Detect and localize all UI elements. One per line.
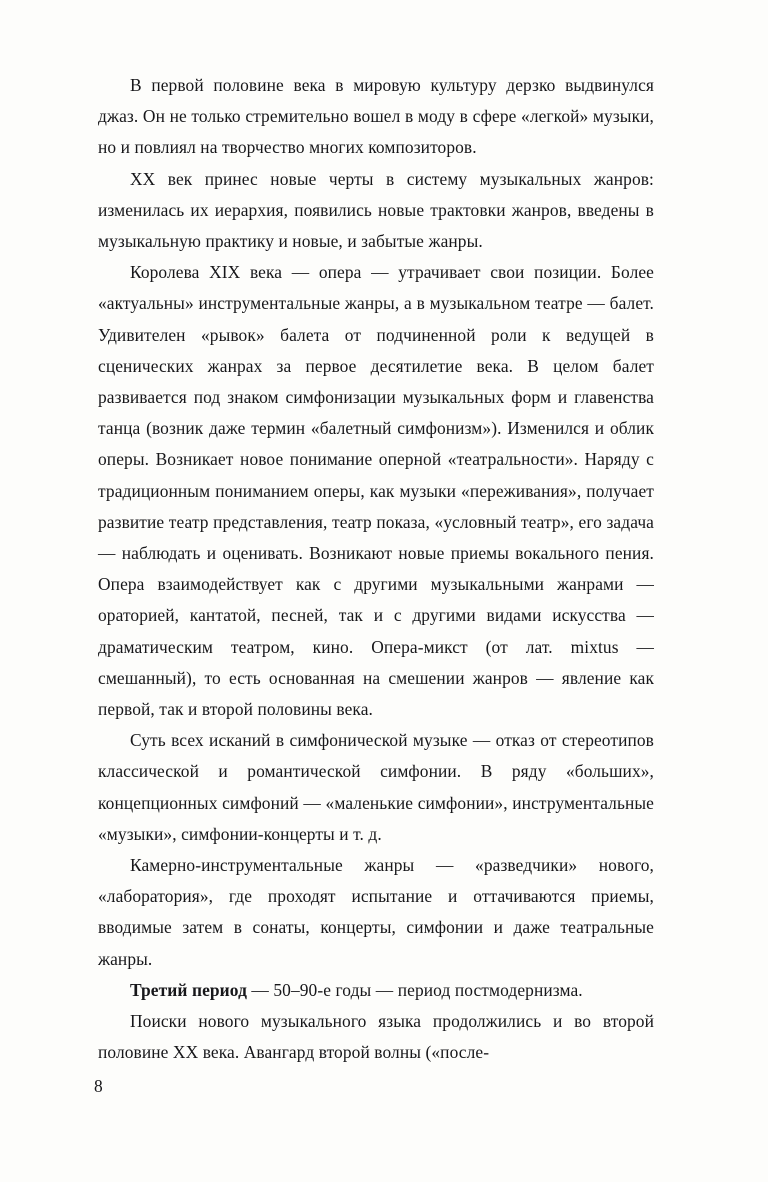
paragraph-genres: XX век принес новые черты в систему музыкальных жанров: изменилась их иерархия, появились новые трактовки жанров, введены в музыкальную практику и новые, и забытые жанры. <box>98 168 654 252</box>
paragraph-opera: Королева XIX века — опера — утрачивает свои позиции. Более «актуальны» инструментальные жанры, а в музыкальном театре — балет. Удивителен «рывок» балета от подчиненной роли к ведущей в сценических жанрах за первое десятилетие века. В целом балет развивается под знаком симфонизации музыкальных форм и главенства танца (возник даже термин «балетный симфонизм»). Изменился и облик оперы. Возникает новое понимание оперной «театральности». Наряду с традиционным пониманием оперы, как музыки «переживания», получает развитие театр представления, театр показа, «условный театр», его задача — наблюдать и оценивать. Возникают новые приемы вокального пения. Опера взаимодействует как с другими музыкальными жанрами — ораторией, кантатой, песней, так и с другими видами искусства — драматическим театром, кино. Опера-микст (от лат. mixtus — смешанный), то есть основанная на смешении жанров — явление как первой, так и второй половины века. <box>98 262 654 720</box>
third-period-text: — 50–90-е годы — период постмодернизма. <box>246 979 583 1000</box>
paragraph-jazz: В первой половине века в мировую культуру дерзко выдвинулся джаз. Он не только стремительно вошел в моду в сфере «легкой» музыки, но и повлиял на творчество многих композиторов. <box>98 75 654 158</box>
paragraph-symphony: Суть всех исканий в симфонической музыке — отказ от стереотипов классической и романтической симфонии. В ряду «больших», концепционных симфоний — «маленькие симфонии», инструментальные «музыки», симфонии-концерты и т. д. <box>98 730 654 844</box>
body-text-column <box>98 70 654 1069</box>
paragraph-chamber: Камерно-инструментальные жанры — «разведчики» нового, «лаборатория», где проходят испытание и оттачиваются приемы, вводимые затем в сонаты, концерты, симфонии и даже театральные жанры. <box>98 855 654 969</box>
paragraph-avantgarde: Поиски нового музыкального языка продолжились и во второй половине XX века. Авангард второй волны («после- <box>98 1011 654 1063</box>
page-number: 8 <box>94 1076 103 1096</box>
paragraph-third-period <box>98 975 654 1006</box>
third-period-label: Третий период <box>130 979 247 1000</box>
